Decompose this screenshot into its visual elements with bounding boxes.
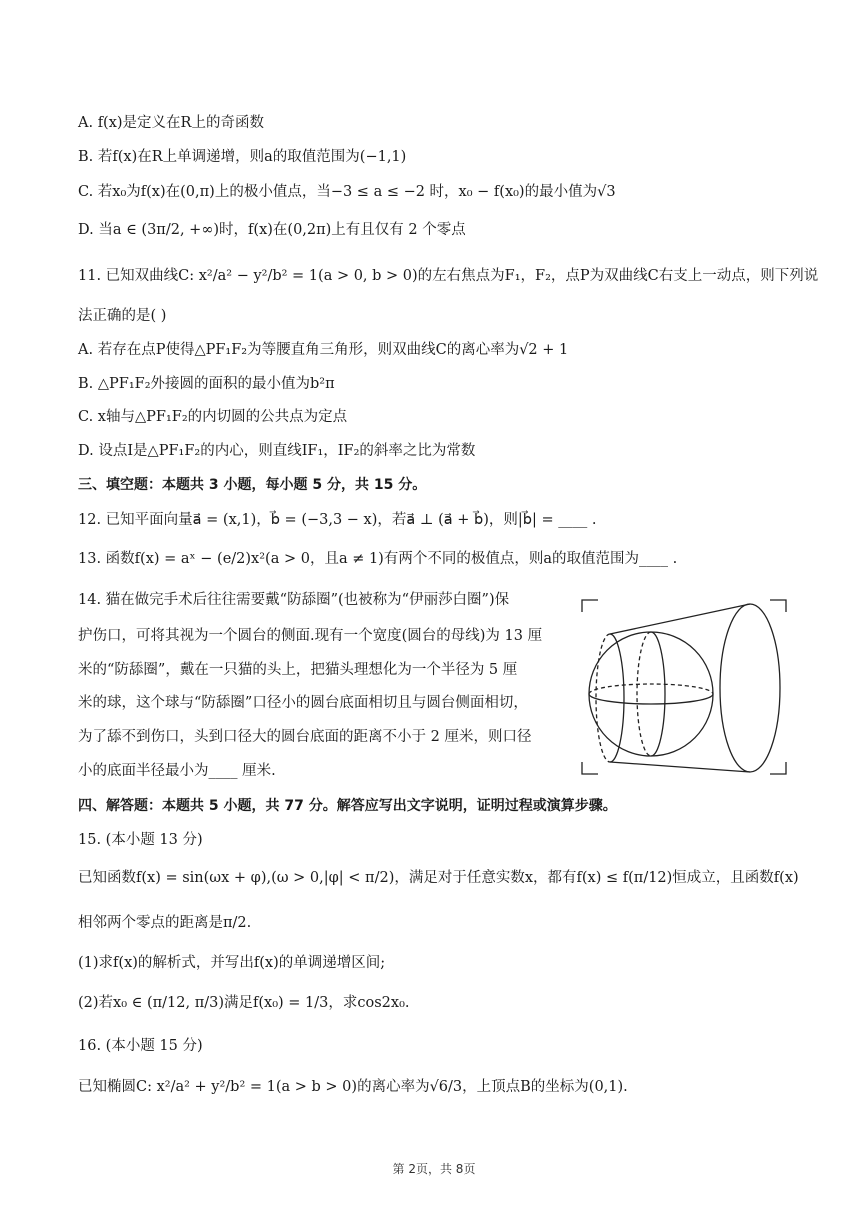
page-footer: 第 2页，共 8页 — [392, 1162, 476, 1176]
q16-heading: 16. (本小题 15 分) — [78, 1038, 203, 1054]
q14-line1: 14. 猫在做完手术后往往需要戴“防舔圈”(也被称为“伊丽莎白圈”)保 — [78, 592, 510, 608]
q12-text: 12. 已知平面向量a⃗ = (x,1)，b⃗ = (−3,3 − x)，若a⃗ ⊥ (a⃗ + b⃗)，则|b⃗| = ____ . — [78, 512, 597, 528]
q14-line4: 米的球，这个球与“防舔圈”口径小的圆台底面相切且与圆台侧面相切， — [78, 695, 528, 711]
q10-option-d: D. 当a ∈ (3π/2, +∞)时，f(x)在(0,2π)上有且仅有 2 个零点 — [78, 222, 466, 238]
q15-heading: 15. (本小题 13 分) — [78, 832, 203, 848]
q10-option-c: C. 若x₀为f(x)在(0,π)上的极小值点，当−3 ≤ a ≤ −2 时，x₀ − f(x₀)的最小值为√3 — [78, 184, 616, 200]
q11-option-d: D. 设点I是△PF₁F₂的内心，则直线IF₁，IF₂的斜率之比为常数 — [78, 443, 476, 459]
q10-option-a: A. f(x)是定义在R上的奇函数 — [78, 115, 264, 131]
q11-option-c: C. x轴与△PF₁F₂的内切圆的公共点为定点 — [78, 409, 348, 425]
q11-stem-line2: 法正确的是( ) — [78, 308, 167, 324]
q15-stem-line2: 相邻两个零点的距离是π/2. — [78, 915, 252, 931]
q15-part2: (2)若x₀ ∈ (π/12, π/3)满足f(x₀) = 1/3，求cos2x₀. — [78, 995, 410, 1011]
q15-part1: (1)求f(x)的解析式，并写出f(x)的单调递增区间; — [78, 955, 386, 971]
q10-option-b: B. 若f(x)在R上单调递增，则a的取值范围为(−1,1) — [78, 149, 407, 165]
q14-line3: 米的“防舔圈”，戴在一只猫的头上，把猫头理想化为一个半径为 5 厘 — [78, 662, 518, 678]
q14-line2: 护伤口，可将其视为一个圆台的侧面.现有一个宽度(圆台的母线)为 13 厘 — [78, 628, 543, 644]
section-3-heading: 三、填空题：本题共 3 小题，每小题 5 分，共 15 分。 — [78, 477, 427, 493]
q11-option-a: A. 若存在点P使得△PF₁F₂为等腰直角三角形，则双曲线C的离心率为√2 + 1 — [78, 342, 569, 358]
section-4-heading: 四、解答题：本题共 5 小题，共 77 分。解答应写出文字说明，证明过程或演算步骤。 — [78, 798, 617, 814]
q16-stem: 已知椭圆C: x²/a² + y²/b² = 1(a > b > 0)的离心率为√6/3，上顶点B的坐标为(0,1). — [78, 1079, 628, 1095]
q14-line6: 小的底面半径最小为____ 厘米. — [78, 763, 276, 779]
q13-text: 13. 函数f(x) = aˣ − (e/2)x²(a > 0，且a ≠ 1)有两个不同的极值点，则a的取值范围为____ . — [78, 551, 678, 567]
q15-stem-line1: 已知函数f(x) = sin(ωx + φ),(ω > 0,|φ| < π/2)，满足对于任意实数x，都有f(x) ≤ f(π/12)恒成立，且函数f(x) — [78, 870, 799, 886]
q11-option-b: B. △PF₁F₂外接圆的面积的最小值为b²π — [78, 376, 335, 392]
q14-line5: 为了舔不到伤口，头到口径大的圆台底面的距离不小于 2 厘米，则口径 — [78, 729, 532, 745]
cone-collar-figure — [578, 596, 790, 778]
q11-stem-line1: 11. 已知双曲线C: x²/a² − y²/b² = 1(a > 0, b > 0)的左右焦点为F₁，F₂，点P为双曲线C右支上一动点，则下列说 — [78, 268, 819, 284]
